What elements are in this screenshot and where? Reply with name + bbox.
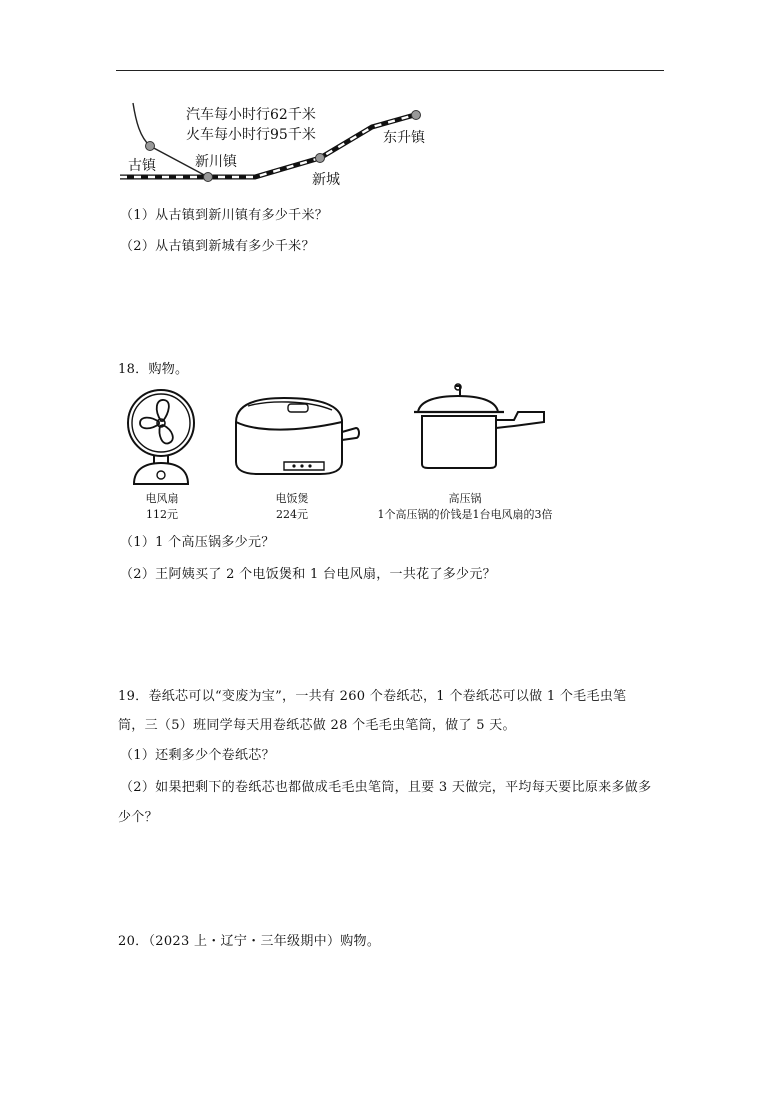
town-label-gu: 古镇 bbox=[128, 158, 156, 174]
town-label-dongsheng: 东升镇 bbox=[383, 130, 425, 146]
fan-name: 电风扇 bbox=[145, 492, 179, 505]
pressure-cooker-icon bbox=[410, 382, 550, 472]
pressure-cooker-name: 高压锅 bbox=[448, 492, 482, 505]
q19-sub2-line1: （2）如果把剩下的卷纸芯也都做成毛毛虫笔筒，且要 3 天做完，平均每天要比原来多做多 bbox=[120, 780, 652, 795]
q19-line2: 筒，三（5）班同学每天用卷纸芯做 28 个毛毛虫笔筒，做了 5 天。 bbox=[118, 718, 516, 733]
q17-sub2: （2）从古镇到新城有多少千米？ bbox=[120, 239, 315, 254]
train-speed-label: 火车每小时行95千米 bbox=[186, 127, 316, 143]
town-point-dongsheng bbox=[412, 111, 421, 120]
q17-sub1: （1）从古镇到新川镇有多少千米？ bbox=[120, 208, 329, 223]
q19-sub2-line2: 少个？ bbox=[118, 810, 158, 825]
town-label-xinchuan: 新川镇 bbox=[195, 154, 237, 170]
town-point-gu bbox=[146, 142, 155, 151]
rice-cooker-name: 电饭煲 bbox=[275, 492, 309, 505]
town-label-xincheng: 新城 bbox=[312, 172, 340, 188]
car-speed-label: 汽车每小时行62千米 bbox=[186, 107, 316, 123]
q19-sub1: （1）还剩多少个卷纸芯？ bbox=[120, 748, 275, 763]
town-point-xincheng bbox=[316, 154, 325, 163]
q18-sub2: （2）王阿姨买了 2 个电饭煲和 1 台电风扇，一共花了多少元？ bbox=[120, 567, 496, 582]
town-point-xinchuan bbox=[204, 173, 213, 182]
q18-title: 18．购物。 bbox=[118, 362, 189, 377]
route-map-figure bbox=[0, 0, 780, 200]
pressure-cooker-note: 1个高压锅的价钱是1台电风扇的3倍 bbox=[377, 508, 553, 521]
fan-price: 112元 bbox=[146, 508, 178, 521]
electric-fan-icon bbox=[124, 386, 200, 486]
q19-line1: 19．卷纸芯可以“变废为宝”，一共有 260 个卷纸芯，1 个卷纸芯可以做 1 个毛毛虫笔 bbox=[118, 689, 627, 704]
q20-title: 20．（2023 上・辽宁・三年级期中）购物。 bbox=[118, 934, 381, 949]
rice-cooker-price: 224元 bbox=[276, 508, 308, 521]
rice-cooker-icon bbox=[228, 392, 364, 478]
q18-sub1: （1）1 个高压锅多少元？ bbox=[120, 535, 275, 550]
